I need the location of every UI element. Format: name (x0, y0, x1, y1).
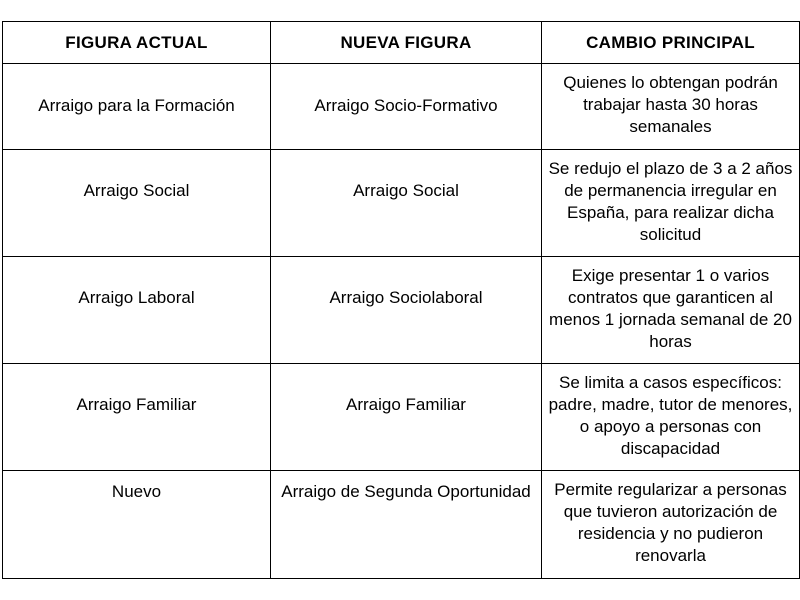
cell-nueva-figura: Arraigo Social (271, 150, 542, 257)
cell-cambio-principal: Quienes lo obtengan podrán trabajar hasta 30 horas semanales (542, 64, 800, 150)
table-row (3, 64, 800, 150)
cell-figura-actual: Arraigo Social (3, 150, 271, 257)
cell-cambio-principal: Exige presentar 1 o varios contratos que garanticen al menos 1 jornada semanal de 20 horas (542, 257, 800, 364)
cell-nueva-figura: Arraigo Socio-Formativo (271, 64, 542, 150)
cell-cambio-principal: Se limita a casos específicos: padre, madre, tutor de menores, o apoyo a personas con discapacidad (542, 364, 800, 471)
cell-figura-actual: Nuevo (3, 471, 271, 579)
cell-figura-actual: Arraigo para la Formación (3, 64, 271, 150)
table-row (3, 364, 800, 471)
cell-cambio-principal: Se redujo el plazo de 3 a 2 años de permanencia irregular en España, para realizar dicha solicitud (542, 150, 800, 257)
comparison-table (2, 21, 800, 579)
header-figura-actual: FIGURA ACTUAL (3, 22, 271, 64)
cell-nueva-figura: Arraigo Sociolaboral (271, 257, 542, 364)
table-row (3, 471, 800, 579)
table-row (3, 257, 800, 364)
cell-nueva-figura: Arraigo Familiar (271, 364, 542, 471)
header-cambio-principal: CAMBIO PRINCIPAL (542, 22, 800, 64)
header-nueva-figura: NUEVA FIGURA (271, 22, 542, 64)
cell-figura-actual: Arraigo Laboral (3, 257, 271, 364)
cell-nueva-figura: Arraigo de Segunda Oportunidad (271, 471, 542, 579)
header-row (3, 22, 800, 64)
cell-figura-actual: Arraigo Familiar (3, 364, 271, 471)
table-row (3, 150, 800, 257)
cell-cambio-principal: Permite regularizar a personas que tuvieron autorización de residencia y no pudieron renovarla (542, 471, 800, 579)
